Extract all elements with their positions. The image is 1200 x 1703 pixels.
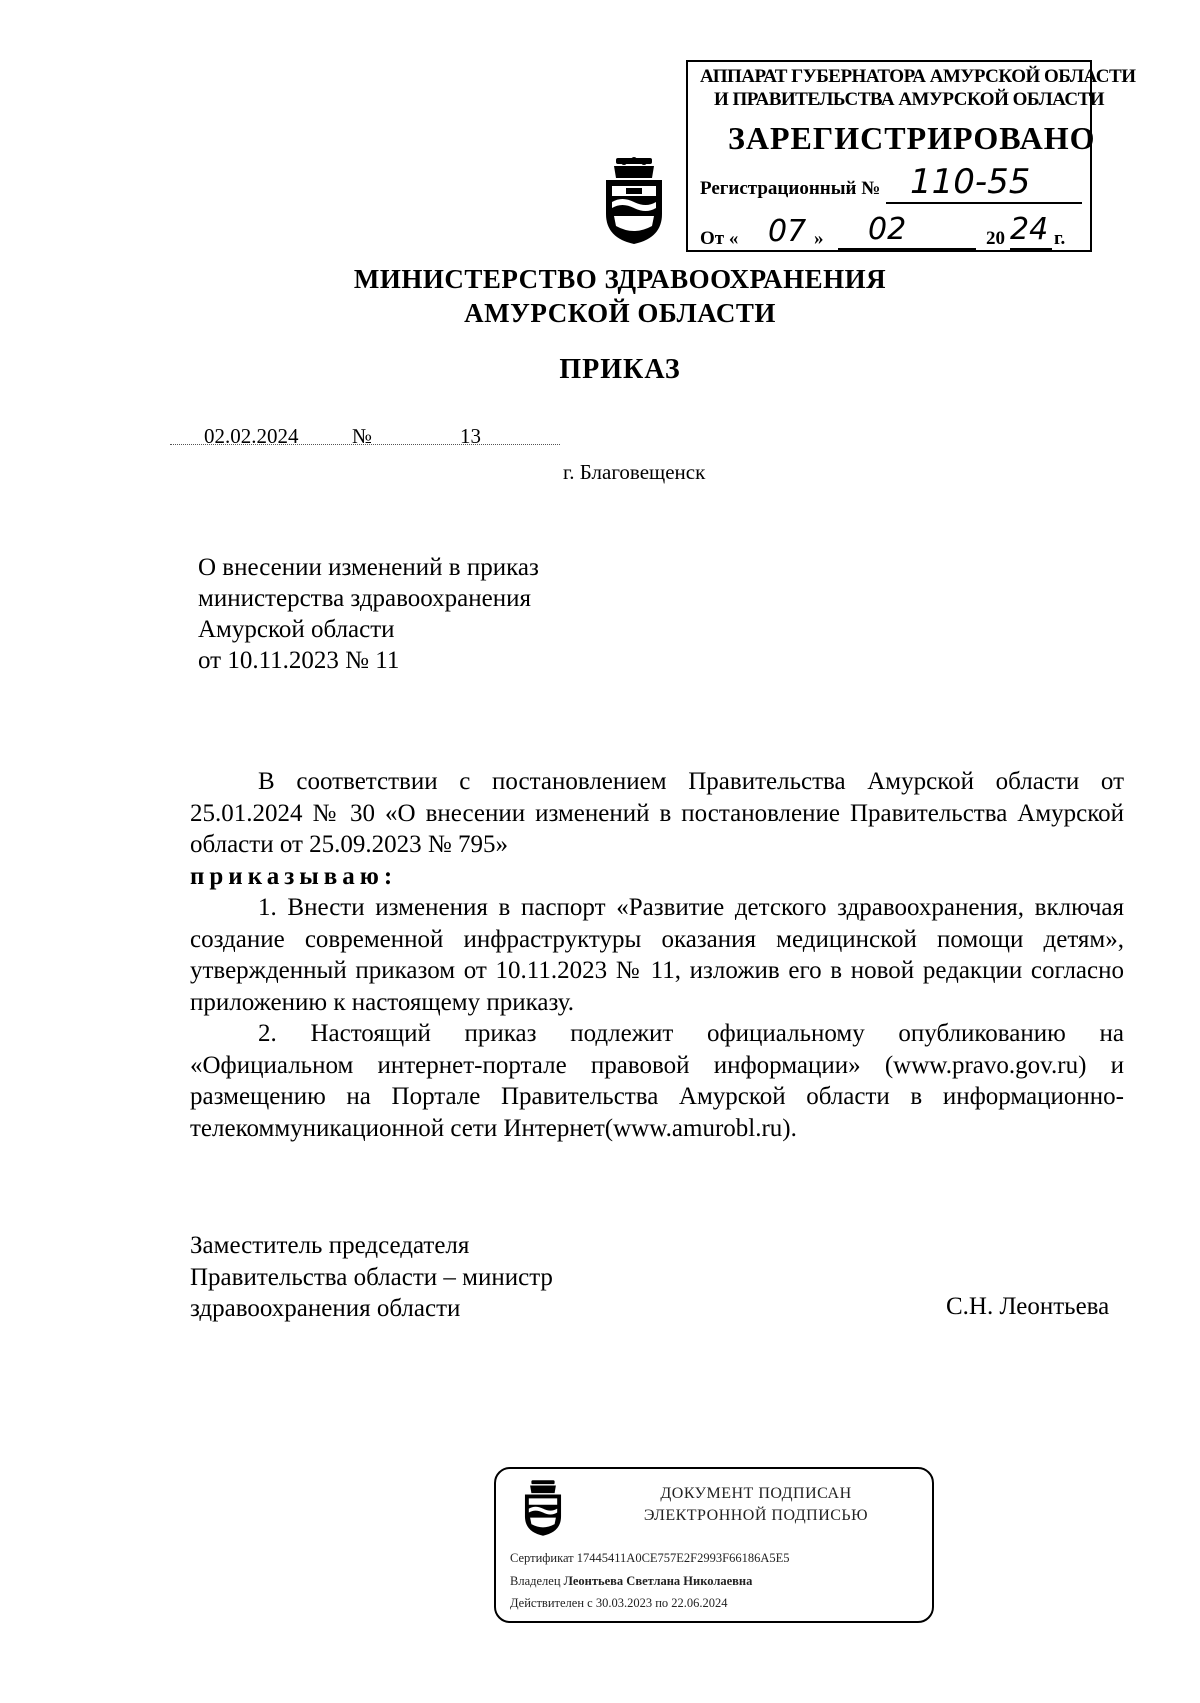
ministry-title-line2: АМУРСКОЙ ОБЛАСТИ xyxy=(464,298,776,328)
stamp-date-prefix: От « xyxy=(700,228,739,249)
document-number-sign: № xyxy=(352,424,373,448)
body-item-1: 1. Внести изменения в паспорт «Развитие детского здравоохранения, включая создание современной инфраструктуры оказания медицинской помощи детям», утвержденный приказом от 10.11.2023 № 11, изложив его в новой редакции согласно приложению к настоящему приказу. xyxy=(190,894,1124,1016)
registration-stamp xyxy=(686,60,1136,252)
esign-validity xyxy=(510,1596,728,1611)
stamp-reg-number-value: 110-55 xyxy=(910,162,1031,202)
stamp-date-month: 02 xyxy=(868,212,907,247)
esign-certificate-value: 17445411A0CE757E2F2993F66186A5E5 xyxy=(576,1551,790,1565)
stamp-org-line1: АППАРАТ ГУБЕРНАТОРА АМУРСКОЙ ОБЛАСТИ xyxy=(700,66,1136,87)
body-preamble: В соответствии с постановлением Правительства Амурской области от 25.01.2024 № 30 «О внесении изменений в постановление Правительства Амурской области от 25.09.2023 № 795» xyxy=(190,768,1124,858)
document-type-title: ПРИКАЗ xyxy=(559,354,681,385)
document-date: 02.02.2024 xyxy=(204,424,299,448)
esign-owner-label: Владелец xyxy=(510,1574,561,1588)
stamp-reg-number-label: Регистрационный № xyxy=(700,178,881,199)
stamp-status: ЗАРЕГИСТРИРОВАНО xyxy=(728,120,1096,156)
signer-name: С.Н. Леонтьева xyxy=(946,1293,1110,1320)
document-number: 13 xyxy=(460,424,481,448)
signature-position-line3: здравоохранения области xyxy=(190,1295,461,1322)
esign-certificate-label: Сертификат xyxy=(510,1551,574,1565)
document-city: г. Благовещенск xyxy=(563,460,706,484)
subject-line3: Амурской области xyxy=(198,616,395,643)
esign-title-line2: ЭЛЕКТРОННОЙ ПОДПИСЬЮ xyxy=(643,1507,869,1524)
document-subject xyxy=(198,552,539,676)
stamp-date-year-unit: г. xyxy=(1054,228,1066,249)
stamp-date-year-suffix: 24 xyxy=(1010,212,1049,247)
subject-line2: министерства здравоохранения xyxy=(198,585,531,612)
stamp-date-underline xyxy=(838,248,976,250)
esign-certificate xyxy=(510,1551,790,1566)
coat-of-arms-icon xyxy=(602,156,666,246)
signature-position-line2: Правительства области – министр xyxy=(190,1263,553,1291)
stamp-org-line2: И ПРАВИТЕЛЬСТВА АМУРСКОЙ ОБЛАСТИ xyxy=(714,89,1105,110)
esign-valid-label: Действителен с xyxy=(510,1596,593,1610)
signature-position xyxy=(190,1230,553,1325)
stamp-reg-number-underline xyxy=(886,202,1082,204)
body-item-2: 2. Настоящий приказ подлежит официальному опубликованию на «Официальном интернет-портале правовой информации» (www.pravo.gov.ru) и размещению на Портале Правительства Амурской области в информационно-телекоммуникационной сети Интернет(www.amurobl.ru). xyxy=(190,1020,1124,1142)
esign-valid-to-label: по xyxy=(655,1596,669,1610)
body-decree: приказываю: xyxy=(190,862,398,890)
stamp-date-close: » xyxy=(814,228,824,249)
esign-title-line1: ДОКУМЕНТ ПОДПИСАН xyxy=(660,1485,852,1502)
subject-line1: О внесении изменений в приказ xyxy=(198,554,539,581)
electronic-signature-stamp xyxy=(494,1467,934,1623)
esign-owner-value: Леонтьева Светлана Николаевна xyxy=(563,1574,753,1588)
signature-position-line1: Заместитель председателя xyxy=(190,1232,470,1259)
subject-line4: от 10.11.2023 № 11 xyxy=(198,647,400,674)
esign-valid-to: 22.06.2024 xyxy=(671,1596,728,1610)
esign-owner xyxy=(510,1574,752,1589)
coat-of-arms-icon xyxy=(522,1479,564,1537)
stamp-date-year-underline xyxy=(1010,248,1052,250)
stamp-date-year-prefix: 20 xyxy=(986,228,1005,249)
ministry-title-line1: МИНИСТЕРСТВО ЗДРАВООХРАНЕНИЯ xyxy=(353,264,887,294)
stamp-date-day: 07 xyxy=(768,214,807,249)
esign-valid-from: 30.03.2023 xyxy=(595,1596,653,1610)
document-body xyxy=(190,766,1124,1144)
